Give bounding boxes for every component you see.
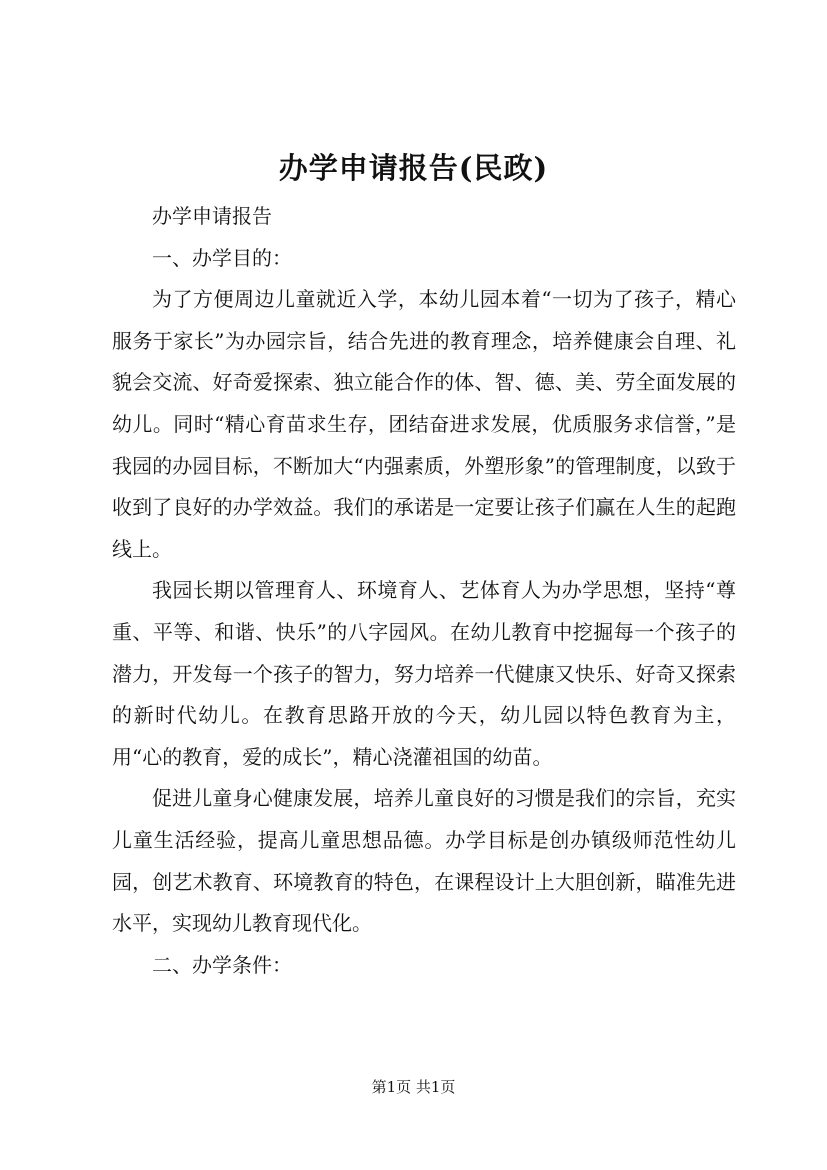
- document-body: [112, 196, 736, 986]
- paragraph: 促进儿童身心健康发展，培养儿童良好的习惯是我们的宗旨，充实儿童生活经验，提高儿童思想品德。办学目标是创办镇级师范性幼儿园，创艺术教育、环境教育的特色，在课程设计上大胆创新，瞄准先进水平，实现幼儿教育现代化。: [112, 786, 736, 936]
- page-footer: 第1页 共1页: [371, 1078, 456, 1096]
- paragraph-heading: 办学申请报告: [152, 204, 272, 228]
- paragraph: 我园长期以管理育人、环境育人、艺体育人为办学思想，坚持“尊重、平等、和谐、快乐”的八字园风。在幼儿教育中挖掘每一个孩子的潜力，开发每一个孩子的智力，努力培养一代健康又快乐、好奇又探索的新时代幼儿。在教育思路开放的今天，幼儿园以特色教育为主，用“心的教育，爱的成长”，精心浇灌祖国的幼苗。: [112, 578, 736, 769]
- section-heading-conditions: 二、办学条件：: [152, 952, 292, 977]
- section-heading-purpose: 一、办学目的：: [152, 245, 292, 270]
- document-title: 办学申请报告(民政): [278, 151, 549, 185]
- paragraph: 为了方便周边儿童就近入学，本幼儿园本着“一切为了孩子，精心服务于家长”为办园宗旨，结合先进的教育理念，培养健康会自理、礼貌会交流、好奇爱探索、独立能合作的体、智、德、美、劳全面发展的幼儿。同时“精心育苗求生存，团结奋进求发展，优质服务求信誉，”是我园的办园目标，不断加大“内强素质，外塑形象”的管理制度，以致于收到了良好的办学效益。我们的承诺是一定要让孩子们赢在人生的起跑线上。: [112, 287, 736, 561]
